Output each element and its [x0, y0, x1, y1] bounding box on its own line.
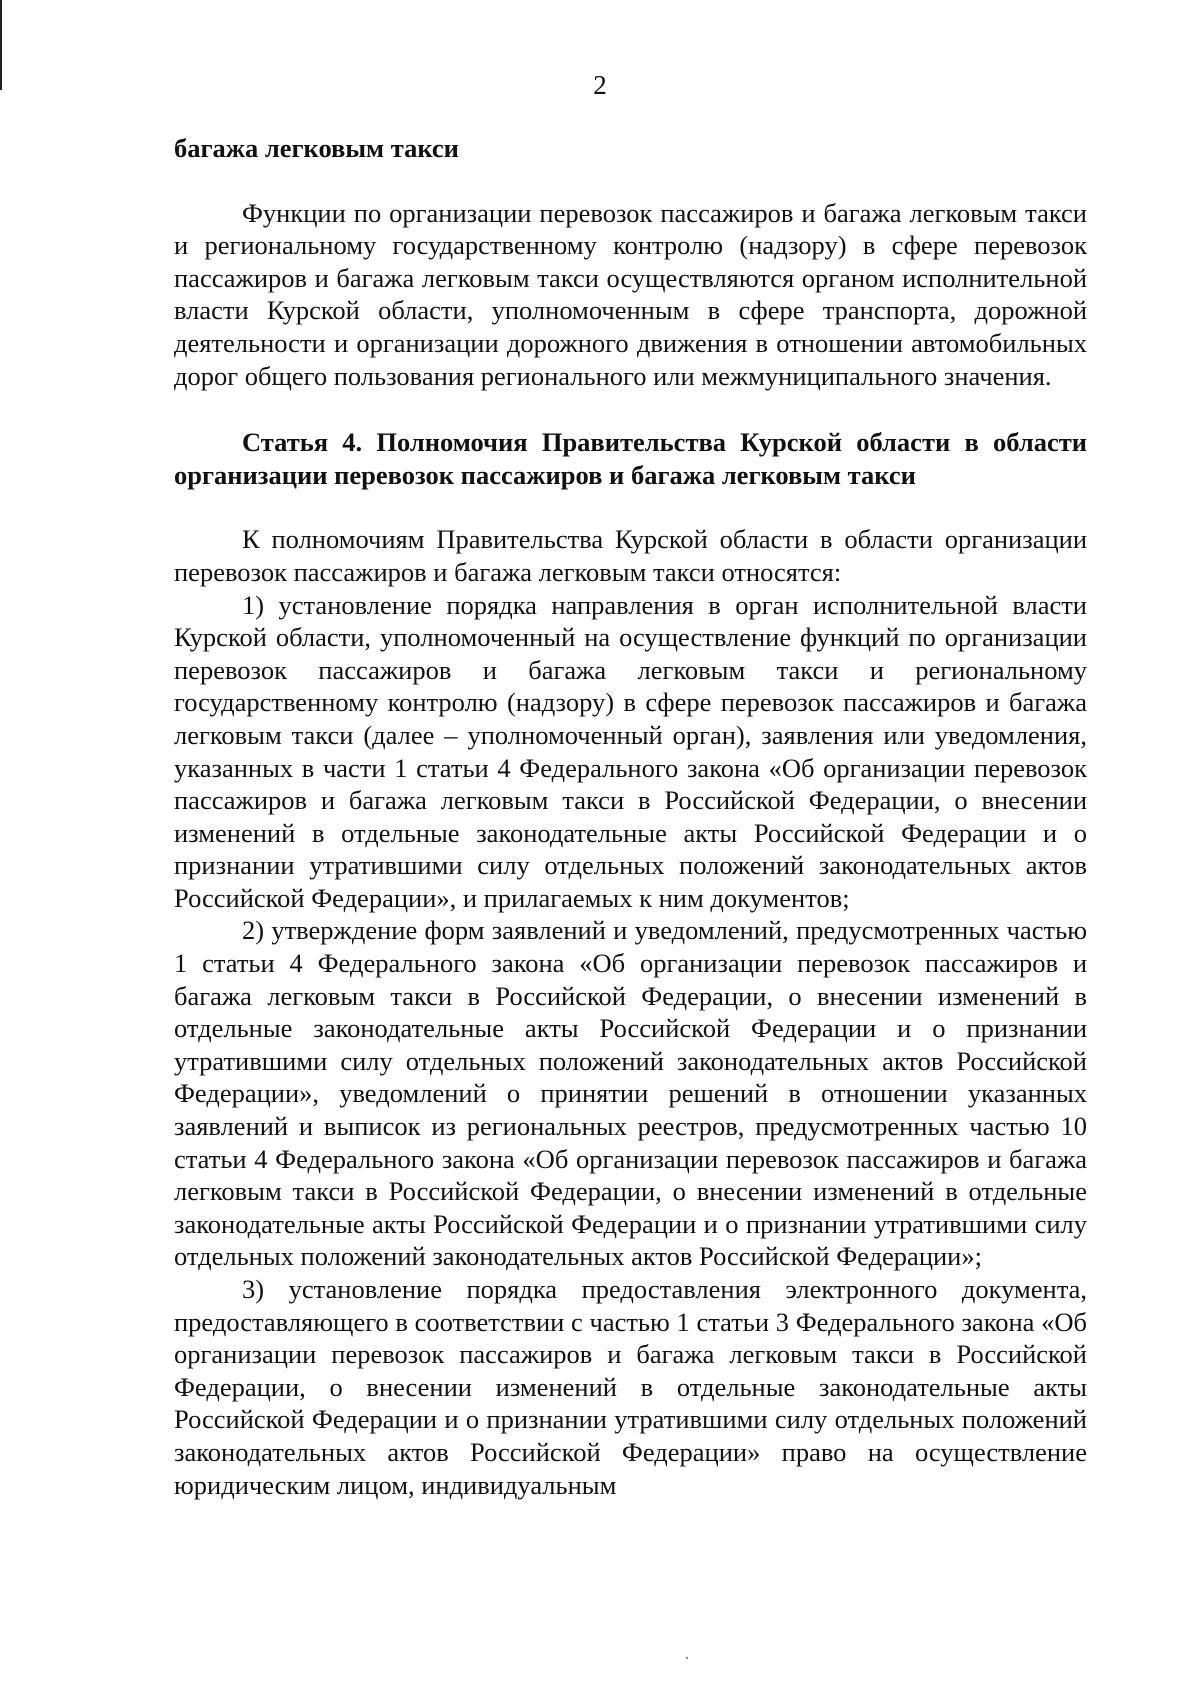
list-item-1: 1) установление порядка направления в орган исполнительной власти Курской области, уполномоченный на осуществление функций по организации перевозок пассажиров и багажа легковым такси и региональному государственному контролю (надзору) в сфере перевозок пассажиров и багажа легковым такси (далее – уполномоченный орган), заявления или уведомления, указанных в части 1 статьи 4 Федерального закона «Об организации перевозок пассажиров и багажа легковым такси в Российской Федерации, о внесении изменений в отдельные законодательные акты Российской Федерации и о признании утратившими силу отдельных положений законодательных актов Российской Федерации», и прилагаемых к ним документов; — [174, 589, 1087, 913]
page-number: 2 — [593, 70, 607, 100]
article-lead-paragraph: К полномочиям Правительства Курской области в области организации перевозок пассажиров и багажа легковым такси относятся: — [174, 524, 1087, 587]
article-heading: Статья 4. Полномочия Правительства Курской области в области организации перевозок пассажиров и багажа легковым такси — [174, 427, 1087, 490]
scan-speck — [686, 1657, 688, 1659]
list-item-2: 2) утверждение форм заявлений и уведомлений, предусмотренных частью 1 статьи 4 Федерального закона «Об организации перевозок пассажиров и багажа легковым такси в Российской Федерации, о внесении изменений в отдельные законодательные акты Российской Федерации и о признании утратившими силу отдельных положений законодательных актов Российской Федерации», уведомлений о принятии решений в отношении указанных заявлений и выписок из региональных реестров, предусмотренных частью 10 статьи 4 Федерального закона «Об организации перевозок пассажиров и багажа легковым такси в Российской Федерации, о внесении изменений в отдельные законодательные акты Российской Федерации и о признании утратившими силу отдельных положений законодательных актов Российской Федерации»; — [174, 915, 1087, 1272]
intro-paragraph: Функции по организации перевозок пассажиров и багажа легковым такси и региональному государственному контролю (надзору) в сфере перевозок пассажиров и багажа легковым такси осуществляются органом исполнительной власти Курской области, уполномоченным в сфере транспорта, дорожной деятельности и организации дорожного движения в отношении автомобильных дорог общего пользования регионального или межмуниципального значения. — [174, 197, 1087, 391]
document-body — [174, 132, 1087, 1501]
list-item-3: 3) установление порядка предоставления электронного документа, предоставляющего в соответствии с частью 1 статьи 3 Федерального закона «Об организации перевозок пассажиров и багажа легковым такси в Российской Федерации, о внесении изменений в отдельные законодательные акты Российской Федерации и о признании утратившими силу отдельных положений законодательных актов Российской Федерации» право на осуществление юридическим лицом, индивидуальным — [174, 1274, 1087, 1500]
heading-continuation: багажа легковым такси — [174, 133, 459, 163]
